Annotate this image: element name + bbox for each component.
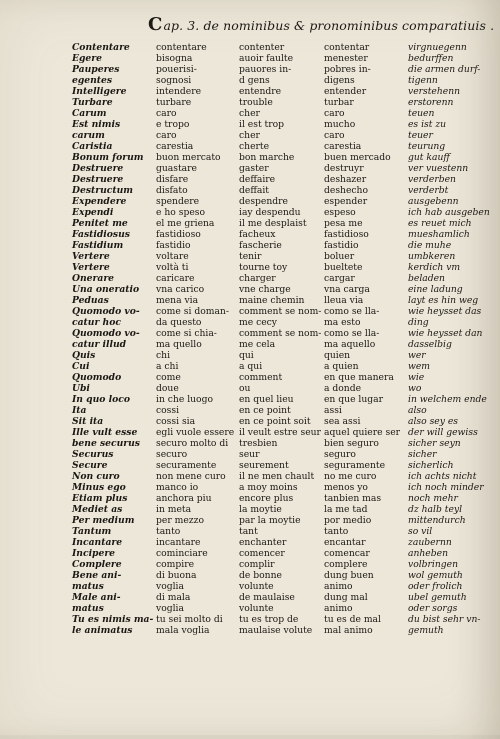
italian-word: spendere	[156, 196, 200, 207]
italian-word: carestia	[156, 141, 194, 152]
spanish-word: mal animo	[324, 625, 373, 636]
latin-word: Carum	[72, 108, 107, 119]
spanish-word: animo	[324, 581, 353, 592]
latin-word: Vertere	[72, 251, 110, 262]
french-word: tenir	[239, 251, 262, 262]
french-word: gaster	[239, 163, 269, 174]
french-word: fascherie	[239, 240, 282, 251]
latin-word: carum	[72, 130, 105, 141]
german-word: sicher seyn	[408, 438, 461, 449]
spanish-word: turbar	[324, 97, 354, 108]
spanish-word: tu es de mal	[324, 614, 381, 625]
french-word: cher	[239, 130, 260, 141]
italian-word: caricare	[156, 273, 195, 284]
italian-word: voltare	[156, 251, 189, 262]
french-word: despendre	[239, 196, 288, 207]
italian-word: fastidioso	[156, 229, 201, 240]
italian-word: caro	[156, 108, 177, 119]
italian-word: in meta	[156, 504, 192, 515]
italian-word: turbare	[156, 97, 192, 108]
german-word: kerdich vm	[408, 262, 461, 273]
spanish-word: espender	[324, 196, 368, 207]
german-word: wer	[408, 350, 426, 361]
latin-word: Ita	[72, 405, 87, 416]
spanish-word: digens	[324, 75, 355, 86]
italian-word: caro	[156, 130, 177, 141]
german-word: wol gemuth	[408, 570, 463, 581]
latin-word: Per medium	[72, 515, 135, 526]
spanish-word: animo	[324, 603, 353, 614]
french-word: maine chemin	[239, 295, 305, 306]
latin-word: Intelligere	[72, 86, 127, 97]
latin-word: Una oneratio	[72, 284, 140, 295]
german-word: der will gewiss	[408, 427, 478, 438]
french-word: il ne men chault	[239, 471, 315, 482]
latin-word: egentes	[72, 75, 113, 86]
spanish-word: dung buen	[324, 570, 374, 581]
french-word: seurement	[239, 460, 289, 471]
spanish-word: menester	[324, 53, 368, 64]
page-header	[148, 14, 495, 36]
spanish-word: sea assi	[324, 416, 361, 427]
german-word: mittendurch	[408, 515, 466, 526]
page-bottom-edge	[0, 735, 500, 739]
german-word: so vil	[408, 526, 433, 537]
german-word: oder frolich	[408, 581, 463, 592]
italian-word: cominciare	[156, 548, 208, 559]
italian-word: bisogna	[156, 53, 193, 64]
latin-word: Incantare	[72, 537, 123, 548]
spanish-word: a quien	[324, 361, 359, 372]
spanish-word: cargar	[324, 273, 355, 284]
latin-word: Tu es nimis ma-	[72, 614, 154, 625]
spanish-word: dung mal	[324, 592, 368, 603]
french-word: tu es trop de	[239, 614, 299, 625]
spanish-word: en que lugar	[324, 394, 384, 405]
spanish-word: destruyr	[324, 163, 364, 174]
italian-word: sognosi	[156, 75, 192, 86]
latin-word: Ille vult esse	[72, 427, 138, 438]
spanish-word: ma aquello	[324, 339, 376, 350]
french-word: deffaire	[239, 174, 276, 185]
german-word: ubel gemuth	[408, 592, 467, 603]
french-word: charger	[239, 273, 276, 284]
latin-word: Quomodo	[72, 372, 122, 383]
latin-word: Egere	[72, 53, 102, 64]
spanish-word: encantar	[324, 537, 366, 548]
french-word: a moy moins	[239, 482, 298, 493]
spanish-word: mucho	[324, 119, 356, 130]
latin-word: Quomodo vo-	[72, 306, 140, 317]
spanish-word: boluer	[324, 251, 355, 262]
italian-word: intendere	[156, 86, 202, 97]
italian-word: securamente	[156, 460, 217, 471]
german-word: teurung	[408, 141, 446, 152]
french-word: comencer	[239, 548, 285, 559]
latin-word: Turbare	[72, 97, 113, 108]
german-word: wie	[408, 372, 425, 383]
spanish-word: en que manera	[324, 372, 394, 383]
german-column	[408, 42, 500, 636]
german-word: sicherlich	[408, 460, 454, 471]
french-word: comment se nom-	[239, 306, 322, 317]
german-word: ich hab ausgeben	[408, 207, 490, 218]
german-word: gemuth	[408, 625, 444, 636]
latin-word: Tantum	[72, 526, 112, 537]
latin-word: Securus	[72, 449, 114, 460]
italian-word: el me griena	[156, 218, 215, 229]
spanish-word: deshazer	[324, 174, 367, 185]
german-word: erstorenn	[408, 97, 454, 108]
french-word: deffait	[239, 185, 269, 196]
latin-word: Destruere	[72, 174, 124, 185]
french-word: en ce point	[239, 405, 291, 416]
french-word: pauores in-	[239, 64, 292, 75]
spanish-word: bueltete	[324, 262, 363, 273]
latin-word: Onerare	[72, 273, 115, 284]
french-word: enchanter	[239, 537, 287, 548]
latin-word: Male ani-	[72, 592, 121, 603]
latin-word: Pauperes	[72, 64, 120, 75]
french-word: entendre	[239, 86, 282, 97]
spanish-word: complere	[324, 559, 368, 570]
italian-word: e ho speso	[156, 207, 206, 218]
spanish-word: caro	[324, 108, 345, 119]
latin-word: Est nimis	[72, 119, 121, 130]
latin-word: Mediet as	[72, 504, 123, 515]
french-word: facheux	[239, 229, 276, 240]
italian-word: ma quello	[156, 339, 202, 350]
spanish-word: no me curo	[324, 471, 377, 482]
italian-word: disfare	[156, 174, 189, 185]
italian-word: di buona	[156, 570, 197, 581]
spanish-word: como se lla-	[324, 328, 380, 339]
german-word: bedurffen	[408, 53, 454, 64]
italian-word: come si doman-	[156, 306, 229, 317]
french-word: encore plus	[239, 493, 294, 504]
german-word: layt es hin weg	[408, 295, 479, 306]
italian-word: chi	[156, 350, 171, 361]
german-word: ich noch minder	[408, 482, 484, 493]
german-word: du bist sehr vn-	[408, 614, 481, 625]
german-word: anheben	[408, 548, 448, 559]
italian-word: buon mercato	[156, 152, 221, 163]
latin-word: matus	[72, 581, 104, 592]
german-word: eine ladung	[408, 284, 463, 295]
spanish-word: deshecho	[324, 185, 368, 196]
french-word: il est trop	[239, 119, 285, 130]
french-word: cher	[239, 108, 260, 119]
italian-word: contentare	[156, 42, 207, 53]
italian-word: voltà ti	[156, 262, 189, 273]
french-word: cherte	[239, 141, 270, 152]
latin-word: Complere	[72, 559, 122, 570]
french-word: il me desplaist	[239, 218, 307, 229]
spanish-word: contentar	[324, 42, 370, 53]
italian-word: securo	[156, 449, 188, 460]
italian-word: disfato	[156, 185, 188, 196]
german-word: beladen	[408, 273, 445, 284]
spanish-word: tanbien mas	[324, 493, 382, 504]
french-word: tant	[239, 526, 258, 537]
spanish-word: caro	[324, 130, 345, 141]
german-word: gut kauff	[408, 152, 450, 163]
latin-word: Non curo	[72, 471, 120, 482]
latin-word: Peduas	[72, 295, 109, 306]
french-word: volunte	[239, 581, 274, 592]
german-word: ding	[408, 317, 429, 328]
latin-word: le animatus	[72, 625, 133, 636]
latin-word: Secure	[72, 460, 108, 471]
italian-word: cossi sia	[156, 416, 196, 427]
german-word: umbkeren	[408, 251, 456, 262]
spanish-word: carestia	[324, 141, 362, 152]
german-word: wie heysset das	[408, 306, 482, 317]
german-word: ver vuestenn	[408, 163, 469, 174]
spanish-column	[324, 42, 404, 636]
german-word: teuer	[408, 130, 433, 141]
latin-word: Contentare	[72, 42, 130, 53]
german-word: ich achts nicht	[408, 471, 477, 482]
french-word: de bonne	[239, 570, 282, 581]
spanish-word: seguramente	[324, 460, 386, 471]
french-word: ou	[239, 383, 251, 394]
french-word: en quel lieu	[239, 394, 294, 405]
italian-word: cossi	[156, 405, 180, 416]
spanish-word: lleua via	[324, 295, 364, 306]
german-word: wo	[408, 383, 422, 394]
german-word: verderbt	[408, 185, 449, 196]
german-word: volbringen	[408, 559, 459, 570]
spanish-word: menos yo	[324, 482, 368, 493]
italian-word: di mala	[156, 592, 191, 603]
french-word: seur	[239, 449, 260, 460]
latin-word: Bonum forum	[72, 152, 144, 163]
german-word: es reuet mich	[408, 218, 472, 229]
french-word: la moytie	[239, 504, 282, 515]
latin-word: Quis	[72, 350, 96, 361]
italian-word: per mezzo	[156, 515, 204, 526]
spanish-word: ma esto	[324, 317, 361, 328]
latin-word: catur illud	[72, 339, 127, 350]
italian-word: tu sei molto di	[156, 614, 223, 625]
german-word: also	[408, 405, 427, 416]
italian-word: mena via	[156, 295, 199, 306]
french-word: comment	[239, 372, 283, 383]
spanish-word: seguro	[324, 449, 356, 460]
latin-word: Vertere	[72, 262, 110, 273]
italian-word: mala voglia	[156, 625, 210, 636]
german-word: verstehenn	[408, 86, 461, 97]
italian-word: vna carico	[156, 284, 205, 295]
french-word: complir	[239, 559, 275, 570]
latin-word: catur hoc	[72, 317, 121, 328]
french-word: me cela	[239, 339, 276, 350]
french-word: contenter	[239, 42, 285, 53]
german-word: wie heysset dan	[408, 328, 483, 339]
italian-word: come	[156, 372, 181, 383]
italian-word: da questo	[156, 317, 202, 328]
spanish-word: fastidioso	[324, 229, 369, 240]
german-word: tigenn	[408, 75, 438, 86]
latin-word: Caristia	[72, 141, 113, 152]
chapter-title: ap. 3. de nominibus & pronominibus comparatiuis .	[163, 18, 495, 33]
french-word: iay despendu	[239, 207, 301, 218]
french-word: de maulaise	[239, 592, 295, 603]
french-word: vne charge	[239, 284, 291, 295]
spanish-word: como se lla-	[324, 306, 380, 317]
spanish-word: pobres in-	[324, 64, 371, 75]
french-word: tresbien	[239, 438, 278, 449]
italian-word: compire	[156, 559, 195, 570]
german-word: oder sorgs	[408, 603, 458, 614]
italian-word: tanto	[156, 526, 181, 537]
german-word: die muhe	[408, 240, 452, 251]
spanish-word: bien seguro	[324, 438, 379, 449]
latin-word: Etiam plus	[72, 493, 128, 504]
latin-word: Destructum	[72, 185, 133, 196]
italian-word: doue	[156, 383, 179, 394]
german-word: also sey es	[408, 416, 458, 427]
latin-word: Bene ani-	[72, 570, 122, 581]
latin-word: Ubi	[72, 383, 90, 394]
italian-word: guastare	[156, 163, 197, 174]
spanish-word: quien	[324, 350, 351, 361]
latin-word: Expendere	[72, 196, 127, 207]
french-word: en ce point soit	[239, 416, 311, 427]
latin-word: In quo loco	[72, 394, 130, 405]
latin-word: Minus ego	[72, 482, 126, 493]
french-word: il veult estre seur	[239, 427, 321, 438]
italian-word: a chi	[156, 361, 179, 372]
latin-word: Fastidium	[72, 240, 124, 251]
french-word: a qui	[239, 361, 263, 372]
italian-word: in che luogo	[156, 394, 213, 405]
german-word: in welchem ende	[408, 394, 487, 405]
italian-word: manco io	[156, 482, 199, 493]
french-word: volunte	[239, 603, 274, 614]
french-column	[239, 42, 321, 636]
latin-column	[72, 42, 154, 636]
vocabulary-table	[72, 42, 500, 662]
german-word: wem	[408, 361, 431, 372]
french-word: auoir faulte	[239, 53, 294, 64]
spanish-word: a donde	[324, 383, 362, 394]
italian-column	[156, 42, 236, 636]
french-word: tourne toy	[239, 262, 288, 273]
italian-word: e tropo	[156, 119, 190, 130]
italian-word: fastidio	[156, 240, 191, 251]
german-word: es ist zu	[408, 119, 447, 130]
latin-word: Quomodo vo-	[72, 328, 140, 339]
spanish-word: entender	[324, 86, 367, 97]
german-word: teuen	[408, 108, 435, 119]
spanish-word: tanto	[324, 526, 349, 537]
italian-word: securo molto di	[156, 438, 229, 449]
french-word: maulaise volute	[239, 625, 313, 636]
spanish-word: aquel quiere ser	[324, 427, 401, 438]
latin-word: Incipere	[72, 548, 116, 559]
latin-word: Sit ita	[72, 416, 104, 427]
german-word: die armen durf-	[408, 64, 481, 75]
spanish-word: por medio	[324, 515, 372, 526]
german-word: ausgebenn	[408, 196, 459, 207]
italian-word: voglia	[156, 603, 184, 614]
french-word: d gens	[239, 75, 270, 86]
german-word: virgnuegenn	[408, 42, 467, 53]
italian-word: come si chia-	[156, 328, 217, 339]
spanish-word: espeso	[324, 207, 356, 218]
french-word: bon marche	[239, 152, 295, 163]
italian-word: pouerisi-	[156, 64, 197, 75]
latin-word: Fastidiosus	[72, 229, 130, 240]
german-word: dz halb teyl	[408, 504, 463, 515]
spanish-word: buen mercado	[324, 152, 391, 163]
spanish-word: comencar	[324, 548, 370, 559]
french-word: par la moytie	[239, 515, 301, 526]
german-word: dasselbig	[408, 339, 452, 350]
italian-word: non mene curo	[156, 471, 226, 482]
french-word: qui	[239, 350, 254, 361]
spanish-word: la me tad	[324, 504, 368, 515]
italian-word: voglia	[156, 581, 184, 592]
latin-word: bene securus	[72, 438, 140, 449]
spanish-word: fastidio	[324, 240, 359, 251]
german-word: noch mehr	[408, 493, 458, 504]
spanish-word: vna carga	[324, 284, 370, 295]
german-word: verderben	[408, 174, 456, 185]
german-word: mueshamlich	[408, 229, 470, 240]
chapter-initial: C	[148, 14, 163, 35]
french-word: me cecy	[239, 317, 277, 328]
german-word: zaubernn	[408, 537, 452, 548]
spanish-word: assi	[324, 405, 342, 416]
latin-word: matus	[72, 603, 104, 614]
latin-word: Cui	[72, 361, 90, 372]
french-word: comment se nom-	[239, 328, 322, 339]
french-word: trouble	[239, 97, 273, 108]
latin-word: Expendi	[72, 207, 114, 218]
german-word: sicher	[408, 449, 437, 460]
italian-word: anchora piu	[156, 493, 212, 504]
italian-word: incantare	[156, 537, 201, 548]
italian-word: egli vuole essere	[156, 427, 235, 438]
latin-word: Penitet me	[72, 218, 128, 229]
latin-word: Destruere	[72, 163, 124, 174]
spanish-word: pesa me	[324, 218, 363, 229]
